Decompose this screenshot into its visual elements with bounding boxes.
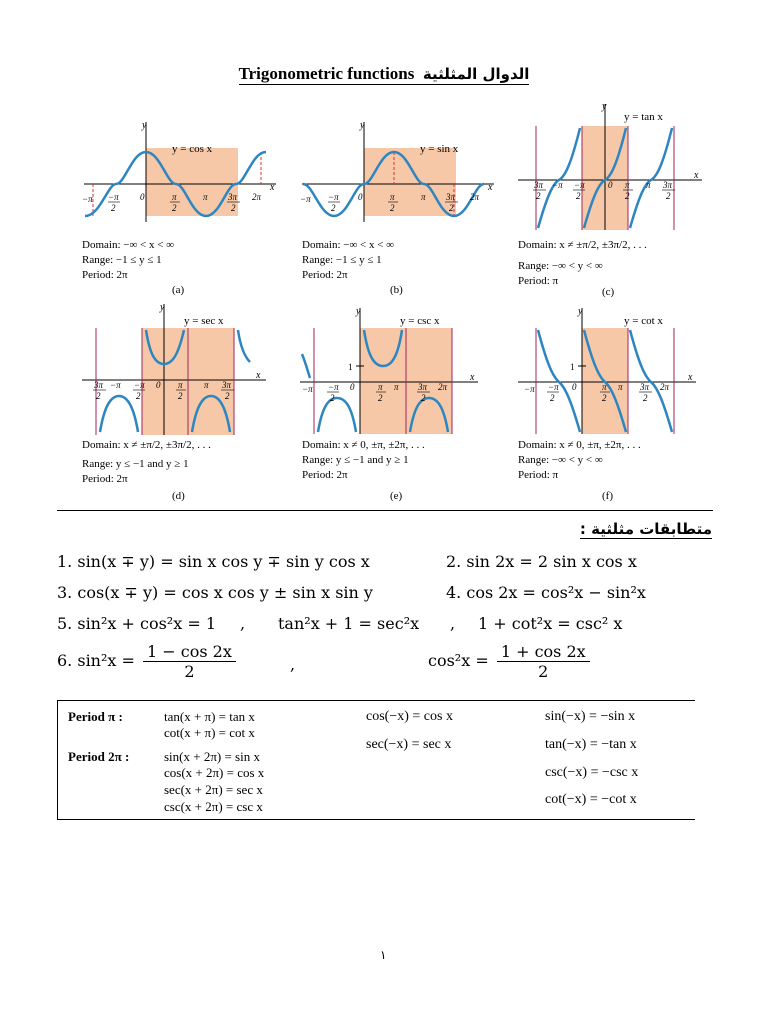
period-text: Period: π: [518, 469, 559, 481]
title-arabic: الدوال المثلثية: [422, 65, 530, 83]
svg-text:3π: 3π: [663, 180, 673, 190]
svg-text:2: 2: [576, 191, 581, 201]
period-text: Period: π: [518, 275, 559, 287]
graph-letter: (f): [602, 490, 613, 502]
svg-text:3π: 3π: [222, 380, 232, 390]
graph-letter: (b): [390, 284, 403, 296]
svg-text:π: π: [421, 192, 426, 202]
axis-label-y: y: [356, 306, 361, 317]
svg-text:π: π: [390, 192, 395, 202]
svg-text:0: 0: [350, 382, 355, 392]
range-text: Range: y ≤ −1 and y ≥ 1: [302, 454, 409, 466]
svg-text:−π: −π: [82, 194, 93, 204]
svg-text:2: 2: [231, 203, 236, 213]
svg-text:−π: −π: [328, 382, 339, 392]
svg-text:−π: −π: [302, 384, 313, 394]
curve-label: y = csc x: [400, 315, 440, 327]
svg-text:−π: −π: [108, 192, 119, 202]
svg-text:π: π: [394, 382, 399, 392]
svg-text:2: 2: [421, 393, 426, 403]
curve-label: y = tan x: [624, 111, 663, 123]
fraction-numerator: 1 + cos 2x: [497, 642, 590, 662]
range-text: Range: −1 ≤ y ≤ 1: [82, 254, 162, 266]
svg-text:−π: −π: [548, 382, 559, 392]
svg-text:−π: −π: [524, 384, 535, 394]
page-number: ١: [380, 948, 387, 962]
fraction-numerator: 1 − cos 2x: [143, 642, 236, 662]
svg-text:2: 2: [550, 393, 555, 403]
svg-text:2: 2: [331, 203, 336, 213]
svg-text:2: 2: [225, 391, 230, 401]
odd-identity: cot(−x) = −cot x: [545, 792, 637, 807]
tan-branch: [538, 128, 580, 228]
identity-6b-lhs: cos²x =: [428, 651, 489, 670]
identity-5b: tan²x + 1 = sec²x: [278, 614, 420, 633]
svg-text:2: 2: [136, 391, 141, 401]
svg-text:3π: 3π: [418, 382, 428, 392]
graph-letter: (d): [172, 490, 185, 502]
svg-text:π: π: [602, 382, 607, 392]
axis-label-y: y: [160, 302, 165, 313]
odd-identity: tan(−x) = −tan x: [545, 737, 637, 752]
period-pi-label: Period π :: [68, 709, 123, 724]
svg-text:0: 0: [156, 380, 161, 390]
axis-label-x: x: [688, 372, 693, 383]
identity-2: 2. sin 2x = 2 sin x cos x: [446, 552, 637, 571]
graph-tan: [516, 100, 706, 230]
range-text: Range: y ≤ −1 and y ≥ 1: [82, 458, 189, 470]
svg-text:π: π: [625, 180, 630, 190]
svg-text:π: π: [178, 380, 183, 390]
svg-text:2: 2: [449, 203, 454, 213]
svg-text:3π: 3π: [446, 192, 456, 202]
two-pi-row: cos(x + 2π) = cos x: [164, 765, 265, 780]
graph-letter: (a): [172, 284, 185, 296]
axis-label-x: x: [488, 182, 493, 193]
even-identity: cos(−x) = cos x: [366, 709, 453, 724]
svg-text:−π: −π: [134, 380, 145, 390]
graph-sec: [80, 300, 270, 435]
svg-text:π: π: [378, 382, 383, 392]
caption-b: [302, 238, 394, 283]
svg-text:3π: 3π: [534, 180, 544, 190]
graph-letter: (c): [602, 286, 615, 298]
fraction: [143, 642, 236, 681]
svg-text:2: 2: [330, 393, 335, 403]
period-2pi-label: Period 2π :: [68, 749, 130, 764]
svg-text:3π: 3π: [94, 380, 104, 390]
identity-1: 1. sin(x ∓ y) = sin x cos y ∓ sin y cos x: [57, 552, 370, 571]
axis-label-x: x: [270, 182, 275, 193]
svg-text:0: 0: [608, 180, 613, 190]
svg-text:π: π: [646, 180, 651, 190]
graph-cot: [516, 304, 706, 434]
identity-3: 3. cos(x ∓ y) = cos x cos y ± sin x sin y: [57, 583, 373, 602]
svg-text:3π: 3π: [640, 382, 650, 392]
graph-letter: (e): [390, 490, 403, 502]
svg-text:2: 2: [172, 203, 177, 213]
csc-branch: [318, 398, 356, 432]
svg-text:−π: −π: [574, 180, 585, 190]
tan-branch: [630, 128, 672, 228]
period-text: Period: 2π: [302, 469, 348, 481]
caption-e: [302, 438, 425, 483]
svg-text:2π: 2π: [252, 192, 262, 202]
identity-5c: 1 + cot²x = csc² x: [478, 614, 623, 633]
two-pi-row: sin(x + 2π) = sin x: [164, 749, 260, 764]
odd-identity: csc(−x) = −csc x: [545, 765, 639, 780]
axis-label-x: x: [694, 170, 699, 181]
axis-label-y: y: [602, 101, 607, 112]
page-title: [0, 64, 768, 84]
svg-text:1: 1: [570, 362, 575, 372]
range-text: Range: −1 ≤ y ≤ 1: [302, 254, 382, 266]
svg-text:3π: 3π: [228, 192, 238, 202]
domain-text: Domain: x ≠ ±π/2, ±3π/2, . . .: [82, 439, 211, 451]
comma: ,: [450, 614, 456, 633]
two-pi-row: sec(x + 2π) = sec x: [164, 782, 263, 797]
svg-text:2: 2: [625, 191, 630, 201]
fraction: [497, 642, 590, 681]
cot-branch: [538, 330, 580, 432]
domain-text: Domain: x ≠ ±π/2, ±3π/2, . . .: [518, 239, 647, 251]
graph-csc: [298, 304, 488, 434]
axis-label-y: y: [360, 120, 365, 131]
range-text: Range: −∞ < y < ∞: [518, 454, 603, 466]
svg-text:2: 2: [378, 393, 383, 403]
axis-label-x: x: [470, 372, 475, 383]
graph-cos: [80, 118, 280, 228]
period-box: [57, 700, 695, 820]
two-pi-row: csc(x + 2π) = csc x: [164, 799, 263, 814]
svg-text:2: 2: [666, 191, 671, 201]
caption-c: [518, 238, 647, 289]
identity-6a: [57, 642, 239, 681]
svg-text:0: 0: [358, 192, 363, 202]
caption-a: [82, 238, 174, 283]
pi-row: cot(x + π) = cot x: [164, 725, 255, 740]
svg-text:π: π: [172, 192, 177, 202]
domain-text: Domain: x ≠ 0, ±π, ±2π, . . .: [518, 439, 641, 451]
cot-branch: [630, 330, 672, 432]
svg-text:2π: 2π: [438, 382, 448, 392]
odd-identity: sin(−x) = −sin x: [545, 709, 636, 724]
caption-f: [518, 438, 641, 483]
sec-branch: [238, 330, 250, 362]
identity-4: 4. cos 2x = cos²x − sin²x: [446, 583, 646, 602]
period-text: Period: 2π: [82, 473, 128, 485]
identity-6a-lhs: 6. sin²x =: [57, 651, 135, 670]
svg-text:2: 2: [536, 191, 541, 201]
svg-text:−π: −π: [300, 194, 311, 204]
curve-label: y = sec x: [184, 315, 224, 327]
svg-text:0: 0: [140, 192, 145, 202]
domain-text: Domain: −∞ < x < ∞: [302, 239, 395, 251]
svg-text:−π: −π: [110, 380, 121, 390]
svg-text:2: 2: [111, 203, 116, 213]
title-english: Trigonometric functions: [238, 64, 415, 83]
svg-text:π: π: [204, 380, 209, 390]
caption-d: [82, 438, 211, 487]
even-identity: sec(−x) = sec x: [366, 737, 452, 752]
comma: ,: [290, 655, 296, 674]
svg-text:π: π: [618, 382, 623, 392]
identity-5a: 5. sin²x + cos²x = 1: [57, 614, 216, 633]
range-text: Range: −∞ < y < ∞: [518, 260, 603, 272]
separator-line: [57, 510, 713, 511]
svg-text:2: 2: [178, 391, 183, 401]
svg-text:2: 2: [643, 393, 648, 403]
identities-heading: متطابقات مثلثية :: [579, 520, 712, 538]
svg-text:−π: −π: [328, 192, 339, 202]
fraction-denominator: 2: [538, 662, 549, 681]
fraction-denominator: 2: [184, 662, 195, 681]
domain-text: Domain: −∞ < x < ∞: [82, 239, 175, 251]
svg-text:2: 2: [96, 391, 101, 401]
curve-label: y = sin x: [420, 143, 459, 155]
svg-text:1: 1: [348, 362, 353, 372]
svg-text:2π: 2π: [660, 382, 670, 392]
domain-text: Domain: x ≠ 0, ±π, ±2π, . . .: [302, 439, 425, 451]
graph-sin: [298, 118, 498, 228]
svg-text:π: π: [203, 192, 208, 202]
sec-branch: [100, 396, 138, 432]
axis-label-x: x: [256, 370, 261, 381]
axis-label-y: y: [142, 120, 147, 131]
curve-label: y = cot x: [624, 315, 663, 327]
pi-row: tan(x + π) = tan x: [164, 709, 255, 724]
svg-text:2π: 2π: [470, 192, 480, 202]
svg-text:2: 2: [390, 203, 395, 213]
csc-branch: [302, 354, 310, 378]
period-text: Period: 2π: [302, 269, 348, 281]
period-text: Period: 2π: [82, 269, 128, 281]
identity-6b: [428, 642, 593, 681]
svg-text:−π: −π: [552, 180, 563, 190]
curve-label: y = cos x: [172, 143, 213, 155]
axis-label-y: y: [578, 306, 583, 317]
comma: ,: [240, 614, 246, 633]
svg-text:2: 2: [602, 393, 607, 403]
svg-text:0: 0: [572, 382, 577, 392]
